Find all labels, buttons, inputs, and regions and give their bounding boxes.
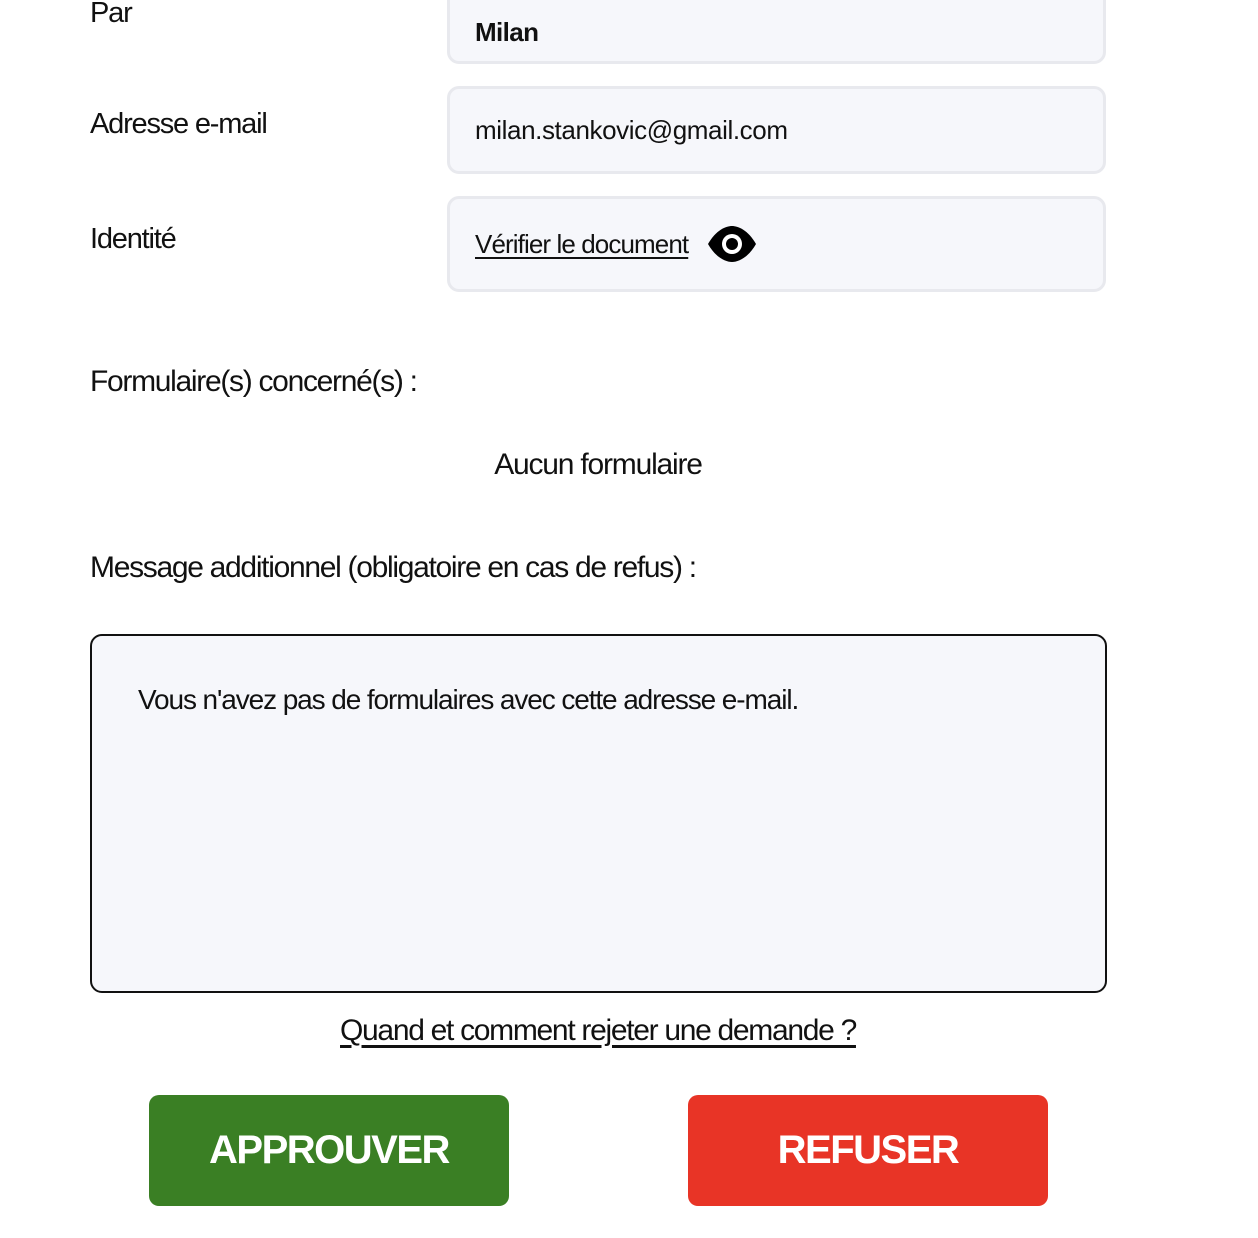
message-textarea[interactable] <box>90 634 1107 993</box>
by-label: Par <box>90 0 132 29</box>
verify-document-link[interactable]: Vérifier le document <box>475 228 689 259</box>
identity-field <box>447 196 1106 292</box>
email-field <box>447 86 1106 174</box>
help-link-container <box>0 1014 1196 1048</box>
email-value: milan.stankovic@gmail.com <box>475 114 788 145</box>
approve-button[interactable]: APPROUVER <box>149 1095 509 1206</box>
refuse-button[interactable]: REFUSER <box>688 1095 1048 1206</box>
by-value: Milan <box>475 16 539 47</box>
forms-heading: Formulaire(s) concerné(s) : <box>90 365 417 398</box>
message-heading: Message additionnel (obligatoire en cas de refus) : <box>90 551 696 584</box>
reject-help-link[interactable]: Quand et comment rejeter une demande ? <box>340 1014 856 1047</box>
eye-icon[interactable] <box>706 224 758 264</box>
email-label: Adresse e-mail <box>90 108 267 140</box>
identity-label: Identité <box>90 223 176 255</box>
by-field <box>447 0 1106 64</box>
empty-forms-text: Aucun formulaire <box>494 448 702 481</box>
